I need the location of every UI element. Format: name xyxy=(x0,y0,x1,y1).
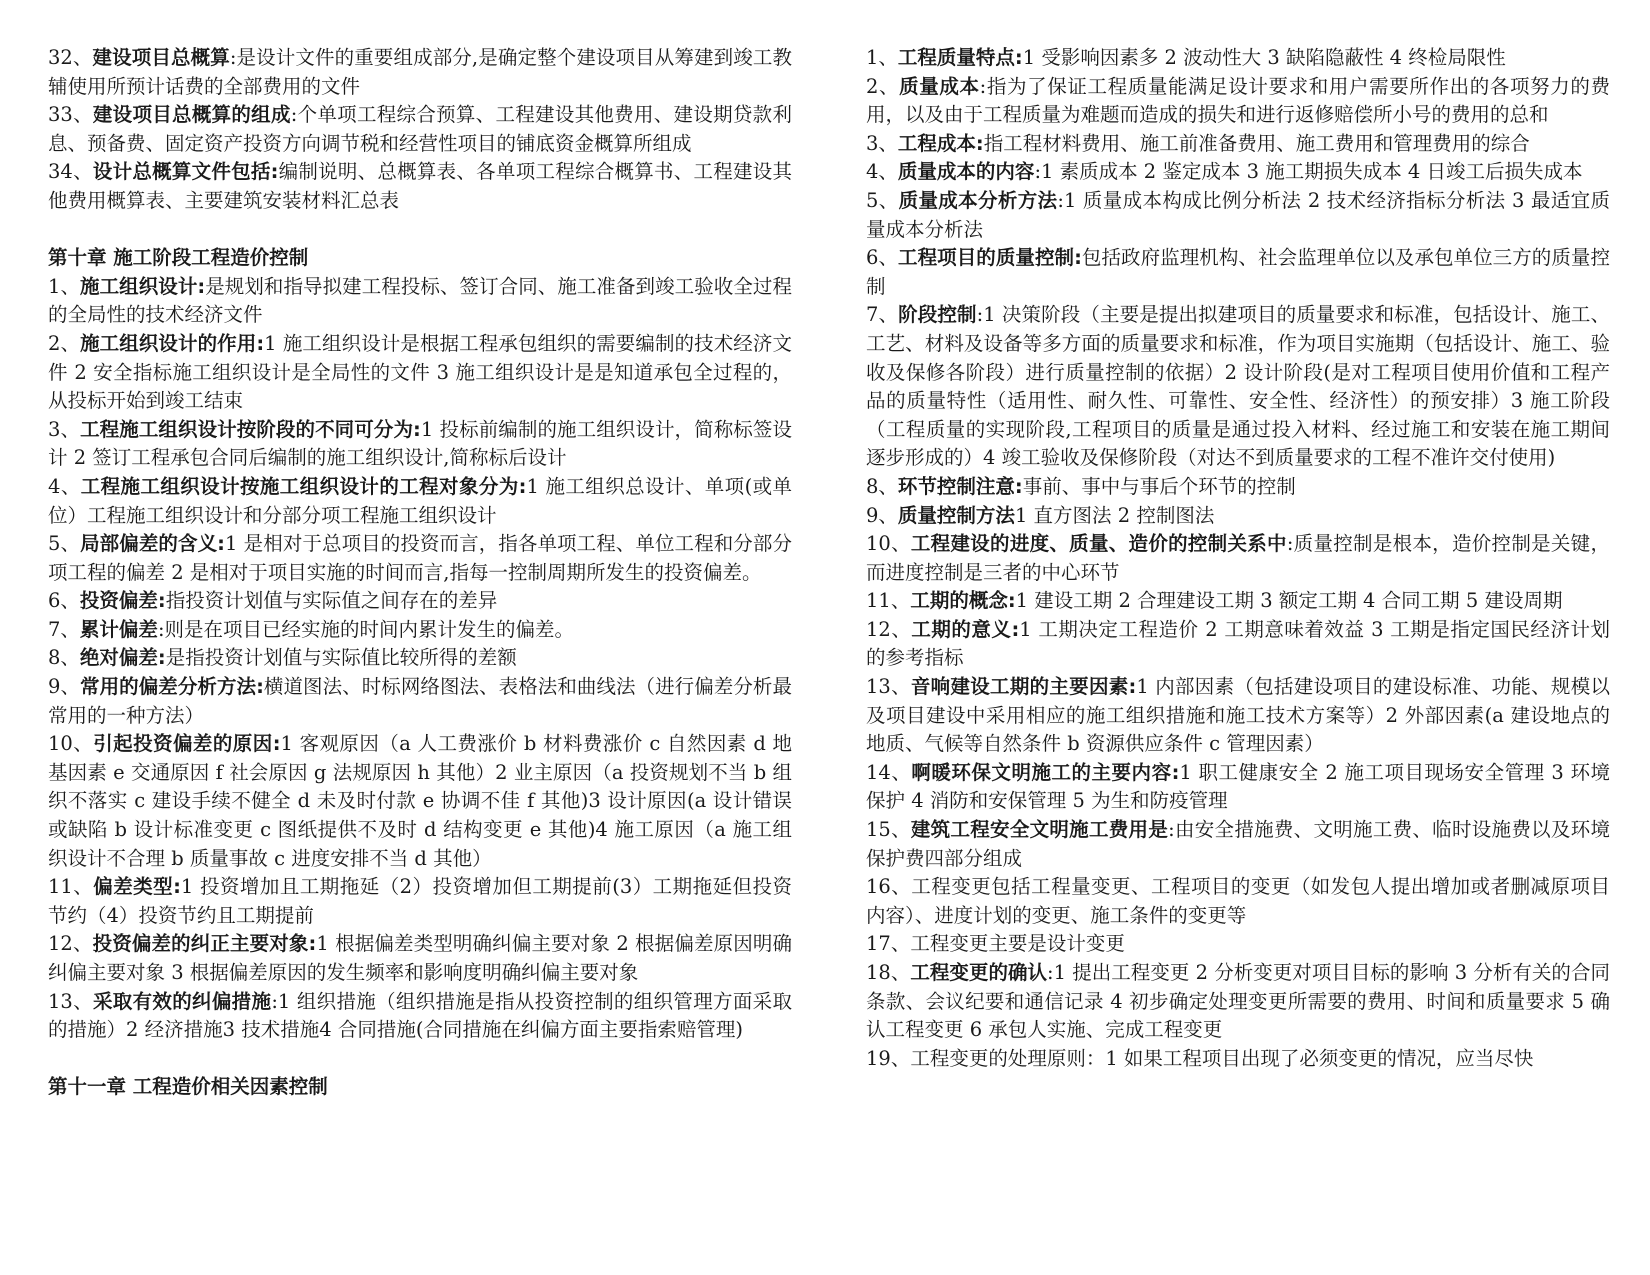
entry-text: 是指投资计划值与实际值比较所得的差额 xyxy=(165,646,517,670)
entry-text: :1 素质成本 2 鉴定成本 3 施工期损失成本 4 日竣工后损失成本 xyxy=(1034,160,1583,184)
entry-term: 工期的概念: xyxy=(910,589,1016,613)
entry-item xyxy=(48,416,792,473)
entry-text: 是规划和指导拟建工程投标、签订合同、施工准备到竣工验收全过程的全局性的技术经济文件 xyxy=(48,274,792,327)
entry-item xyxy=(866,1045,1610,1074)
entry-number: 5、 xyxy=(866,188,899,212)
chapter-11-heading: 第十一章 工程造价相关因素控制 xyxy=(48,1075,328,1099)
entry-item xyxy=(866,187,1610,244)
entry-term: 施工组织设计: xyxy=(80,274,206,298)
entry-text: 横道图法、时标网络图法、表格法和曲线法（进行偏差分析最常用的一种方法） xyxy=(48,675,792,727)
entry-term: 质量成本 xyxy=(899,74,980,98)
entry-text: 编制说明、总概算表、各单项工程综合概算书、工程建设其他费用概算表、主要建筑安装材料汇总表 xyxy=(48,160,792,212)
entry-term: 常用的偏差分析方法: xyxy=(80,675,264,699)
entry-item xyxy=(866,587,1610,616)
entry-term: 工程成本: xyxy=(897,131,984,155)
entry-term: 工程项目的质量控制: xyxy=(898,246,1082,270)
entry-term: 投资偏差的纠正主要对象: xyxy=(92,932,317,956)
entry-number: 2、 xyxy=(866,74,900,98)
entry-number: 8、 xyxy=(866,474,898,498)
entry-term: 环节控制注意: xyxy=(897,474,1023,498)
entry-text: 1 根据偏差类型明确纠偏主要对象 2 根据偏差原因明确纠偏主要对象 3 根据偏差原因的发生频率和影响度明确纠偏主要对象 xyxy=(48,932,792,984)
entry-number: 5、 xyxy=(48,532,81,556)
entry-text: 1 工期决定工程造价 2 工期意味着效益 3 工期是指定国民经济计划的参考指标 xyxy=(866,617,1610,670)
entry-text: 1 建设工期 2 合理建设工期 3 额定工期 4 合同工期 5 建设周期 xyxy=(1015,589,1563,613)
entry-term: 啊暖环保文明施工的主要内容: xyxy=(911,760,1180,784)
entry-item xyxy=(866,244,1610,301)
entry-number: 11、 xyxy=(866,589,911,613)
entry-term: 设计总概算文件包括: xyxy=(92,160,279,184)
entry-term: 采取有效的纠偏措施 xyxy=(92,989,272,1013)
left-column xyxy=(48,44,792,1102)
entry-text: :是设计文件的重要组成部分,是确定整个建设项目从筹建到竣工教辅使用所预计话费的全部费用的文件 xyxy=(48,46,792,98)
entry-number: 2、 xyxy=(48,331,81,355)
entry-number: 34、 xyxy=(48,160,93,184)
entry-text: 1 投资增加且工期拖延（2）投资增加但工期提前(3）工期拖延但投资节约（4）投资节约且工期提前 xyxy=(48,875,792,927)
entry-term: 质量控制方法 xyxy=(897,503,1015,527)
entry-text: :指为了保证工程质量能满足设计要求和用户需要所作出的各项努力的费用，以及由于工程质量为难题而造成的损失和进行返修赔偿所小号的费用的总和 xyxy=(866,74,1610,127)
entry-number: 9、 xyxy=(48,675,81,699)
entry-text: :1 质量成本构成比例分析法 2 技术经济指标分析法 3 最适宜质量成本分析法 xyxy=(866,188,1610,241)
entry-number: 4、 xyxy=(48,474,81,498)
entry-item xyxy=(48,158,792,215)
entry-number: 1、 xyxy=(866,46,898,69)
entry-item xyxy=(866,530,1610,587)
entry-number: 12、 xyxy=(866,617,912,641)
entry-number: 6、 xyxy=(48,589,80,613)
entry-item xyxy=(866,616,1610,673)
entry-item xyxy=(866,873,1610,930)
entry-text: 17、工程变更主要是设计变更 xyxy=(866,932,1125,956)
entry-number: 18、 xyxy=(866,961,911,984)
entry-item xyxy=(866,816,1610,873)
entry-number: 10、 xyxy=(48,732,94,756)
entry-text: 1 投标前编制的施工组织设计，简称标签设计 2 签订工程承包合同后编制的施工组织设计,简称标后设计 xyxy=(48,417,792,470)
entry-text: 1 施工组织设计是根据工程承包组织的需要编制的技术经济文件 2 安全指标施工组织设计是全局性的文件 3 施工组织设计是是知道承包全过程的，从投标开始到竣工结束 xyxy=(48,331,792,413)
right-column xyxy=(866,44,1610,1073)
entry-term: 质量成本分析方法 xyxy=(898,188,1058,212)
entry-item xyxy=(866,673,1610,759)
entry-term: 阶段控制 xyxy=(898,303,977,327)
entry-text: :1 提出工程变更 2 分析变更对项目目标的影响 3 分析有关的合同条款、会议纪要和通信记录 4 初步确定处理变更所需要的费用、时间和质量要求 5 确认工程变更 6 承包人实施、完成工程变更 xyxy=(866,961,1610,1042)
entry-number: 7、 xyxy=(48,617,80,641)
entry-number: 12、 xyxy=(48,932,93,956)
entry-text: :则是在项目已经实施的时间内累计发生的偏差。 xyxy=(157,617,575,641)
entry-text: :1 组织措施（组织措施是指从投资控制的组织管理方面采取的措施）2 经济措施3 技术措施4 合同措施(合同措施在纠偏方面主要指索赔管理) xyxy=(48,989,792,1042)
entry-term: 偏差类型: xyxy=(93,875,181,899)
entry-item xyxy=(48,101,792,158)
entry-number: 8、 xyxy=(48,646,80,670)
chapter-10-heading: 第十章 施工阶段工程造价控制 xyxy=(48,246,309,270)
entry-text: 包括政府监理机构、社会监理单位以及承包单位三方的质量控制 xyxy=(866,246,1610,298)
entry-text: 1 施工组织总设计、单项(或单位）工程施工组织设计和分部分项工程施工组织设计 xyxy=(48,474,792,527)
entry-item xyxy=(866,759,1610,816)
entry-item xyxy=(866,473,1610,502)
entry-text: 16、工程变更包括工程量变更、工程项目的变更（如发包人提出增加或者删减原项目内容）、进度计划的变更、施工条件的变更等 xyxy=(866,875,1610,927)
entry-term: 工程建设的进度、质量、造价的控制关系中 xyxy=(910,532,1287,556)
entry-text: 19、工程变更的处理原则：1 如果工程项目出现了必须变更的情况，应当尽快 xyxy=(866,1046,1534,1070)
entry-number: 10、 xyxy=(866,532,911,556)
entry-item xyxy=(48,673,792,730)
entry-term: 质量成本的内容 xyxy=(897,160,1035,184)
entry-number: 32、 xyxy=(48,46,93,69)
entry-item xyxy=(866,930,1610,959)
right-entries xyxy=(866,44,1610,1073)
entry-number: 13、 xyxy=(866,675,911,699)
entry-term: 工程施工组织设计按阶段的不同可分为: xyxy=(80,417,421,441)
entry-number: 4、 xyxy=(866,160,898,184)
entry-number: 11、 xyxy=(48,875,94,899)
chapter-10-entries xyxy=(48,273,792,1045)
entry-item xyxy=(48,330,792,416)
entry-item xyxy=(48,587,792,616)
entry-term: 投资偏差: xyxy=(79,589,166,613)
entry-term: 工期的意义: xyxy=(911,617,1020,641)
entry-item xyxy=(48,988,792,1045)
entry-term: 施工组织设计的作用: xyxy=(80,331,265,355)
entry-number: 9、 xyxy=(866,503,898,527)
entry-text: 1 内部因素（包括建设项目的建设标准、功能、规模以及项目建设中采用相应的施工组织措施和施工技术方案等）2 外部因素(a 建设地点的地质、气候等自然条件 b 资源供应条件 c 管理因素） xyxy=(866,675,1610,756)
entry-item xyxy=(48,616,792,645)
entry-number: 33、 xyxy=(48,103,93,127)
entry-text: :个单项工程综合预算、工程建设其他费用、建设期贷款利息、预备费、固定资产投资方向调节税和经营性项目的铺底资金概算所组成 xyxy=(48,103,792,155)
entry-text: 1 受影响因素多 2 波动性大 3 缺陷隐蔽性 4 终检局限性 xyxy=(1022,46,1506,69)
entry-term: 工程变更的确认 xyxy=(910,961,1048,984)
entry-number: 15、 xyxy=(866,818,911,842)
entry-text: 1 职工健康安全 2 施工项目现场安全管理 3 环境保护 4 消防和安保管理 5 为生和防疫管理 xyxy=(866,760,1610,813)
entry-term: 局部偏差的含义: xyxy=(80,532,225,556)
entry-text: 1 是相对于总项目的投资而言，指各单项工程、单位工程和分部分项工程的偏差 2 是相对于项目实施的时间而言,指每一控制周期所发生的投资偏差。 xyxy=(48,532,792,584)
entry-item xyxy=(48,873,792,930)
entry-item xyxy=(48,930,792,987)
entry-number: 14、 xyxy=(866,760,912,784)
entry-text: 指工程材料费用、施工前准备费用、施工费用和管理费用的综合 xyxy=(983,131,1530,155)
entry-number: 13、 xyxy=(48,989,93,1013)
entry-number: 6、 xyxy=(866,246,899,270)
entry-item xyxy=(48,730,792,873)
entry-item xyxy=(866,158,1610,187)
entry-item xyxy=(866,73,1610,130)
entry-term: 建筑工程安全文明施工费用是 xyxy=(910,818,1169,842)
entry-term: 工程施工组织设计按施工组织设计的工程对象分为: xyxy=(80,474,527,498)
entry-term: 建设项目总概算的组成 xyxy=(92,103,291,127)
entry-item xyxy=(48,644,792,673)
entry-text: 1 直方图法 2 控制图法 xyxy=(1014,503,1215,527)
entry-text: :由安全措施费、文明施工费、临时设施费以及环境保护费四部分组成 xyxy=(866,818,1610,870)
entry-number: 3、 xyxy=(48,417,81,441)
entry-number: 1、 xyxy=(48,274,81,298)
entry-term: 建设项目总概算 xyxy=(92,46,230,69)
entry-item xyxy=(48,473,792,530)
entry-text: 1 客观原因（a 人工费涨价 b 材料费涨价 c 自然因素 d 地基因素 e 交通原因 f 社会原因 g 法规原因 h 其他）2 业主原因（a 投资规划不当 b 组织不落实 c 建设手续不健全 d 未及时付款 e 协调不佳 f 其他)3 设计原因(a 设计错误或缺陷 b 设计标准变更 c 图纸提供不及时 d 结构变更 e 其他)4 施工原因（a 施工组织设计不合理 b 质量事故 c 进度安排不当 d 其他） xyxy=(48,732,792,870)
entry-item xyxy=(48,44,792,101)
entry-item xyxy=(866,301,1610,473)
entry-item xyxy=(48,530,792,587)
entry-term: 引起投资偏差的原因: xyxy=(93,732,281,756)
entry-item xyxy=(866,44,1610,73)
entry-term: 累计偏差 xyxy=(79,617,158,641)
entry-term: 绝对偏差: xyxy=(79,646,166,670)
left-top-entries xyxy=(48,44,792,216)
entry-text: :质量控制是根本，造价控制是关键，而进度控制是三者的中心环节 xyxy=(866,532,1610,584)
entry-item xyxy=(866,130,1610,159)
entry-text: 事前、事中与事后个环节的控制 xyxy=(1022,474,1296,498)
entry-text: :1 决策阶段（主要是提出拟建项目的质量要求和标准，包括设计、施工、工艺、材料及设备等多方面的质量要求和标准，作为项目实施期（包括设计、施工、验收及保修各阶段）进行质量控制的依据）2 设计阶段(是对工程项目使用价值和工程产品的质量特性（适用性、耐久性、可靠性、安全性、经济性）的预安排）3 施工阶段（工程质量的实现阶段,工程项目的质量是通过投入材料、经过施工和安装在施工期间逐步形成的）4 竣工验收及保修阶段（对达不到质量要求的工程不准许交付使用) xyxy=(866,303,1610,470)
entry-item xyxy=(48,273,792,330)
entry-item xyxy=(866,959,1610,1045)
entry-number: 7、 xyxy=(866,303,899,327)
entry-term: 音响建设工期的主要因素: xyxy=(910,675,1137,699)
entry-number: 3、 xyxy=(866,131,898,155)
entry-text: 指投资计划值与实际值之间存在的差异 xyxy=(165,589,498,613)
entry-term: 工程质量特点: xyxy=(897,46,1023,69)
entry-item xyxy=(866,502,1610,531)
